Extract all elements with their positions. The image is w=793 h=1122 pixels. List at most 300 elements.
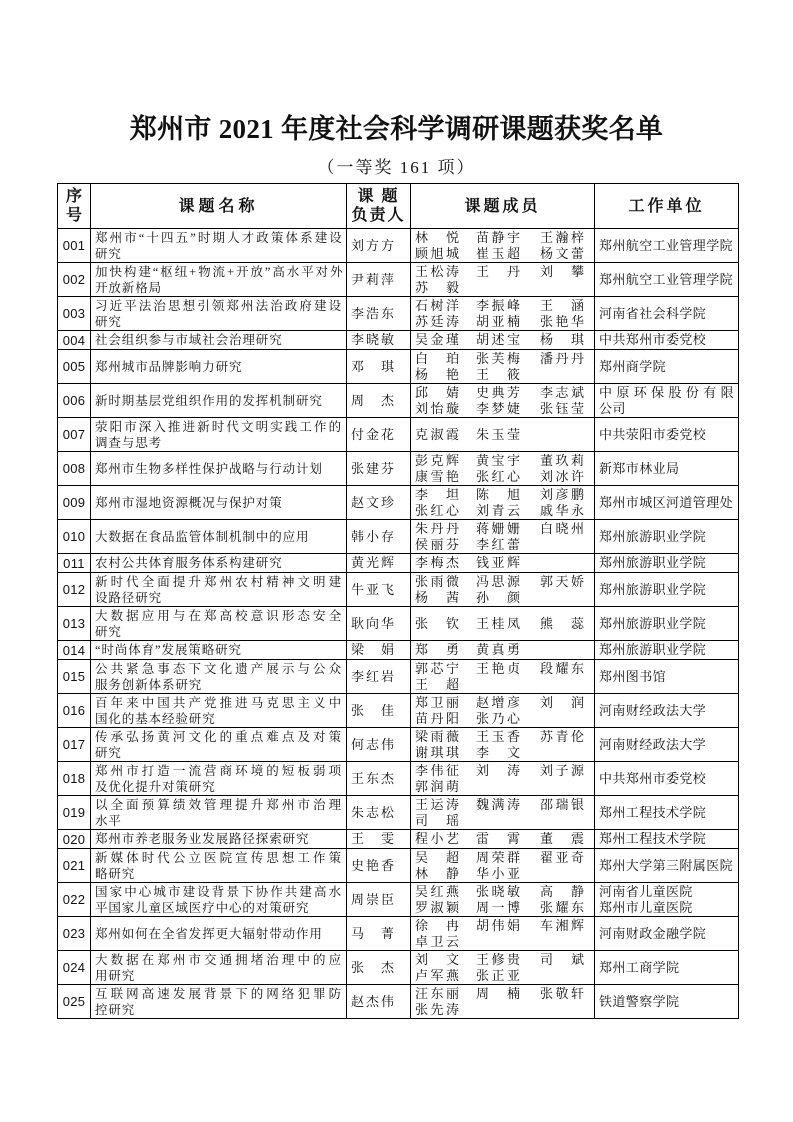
work-unit-cell bbox=[595, 796, 739, 830]
member-name: 李梅杰 bbox=[415, 555, 459, 570]
serial-number-cell: 021 bbox=[58, 849, 91, 883]
members-cell bbox=[411, 830, 595, 849]
member-name: 朱丹丹 bbox=[415, 520, 459, 536]
member-name: 李 文 bbox=[476, 744, 520, 760]
serial-number-cell: 019 bbox=[58, 796, 91, 830]
members-list bbox=[415, 642, 590, 658]
work-unit-cell bbox=[595, 883, 739, 917]
topic-name-line: 以全面预算绩效管理提升郑州市治理 bbox=[95, 797, 342, 812]
topic-name-line: 及优化提升对策研究 bbox=[95, 779, 216, 794]
table-row-005 bbox=[58, 350, 739, 384]
topic-name-cell bbox=[91, 331, 347, 350]
work-unit-cell bbox=[595, 384, 739, 418]
leader-name: 何志伟 bbox=[351, 736, 394, 752]
work-unit-cell bbox=[595, 418, 739, 452]
members-cell bbox=[411, 917, 595, 951]
member-name: 刘 文 bbox=[415, 951, 459, 967]
member-name: 王修贵 bbox=[476, 951, 520, 967]
member-name: 王松涛 bbox=[415, 263, 459, 279]
members-cell bbox=[411, 607, 595, 641]
topic-name-cell bbox=[91, 554, 347, 573]
member-name: 苗丹阳 bbox=[415, 710, 459, 726]
members-cell bbox=[411, 331, 595, 350]
serial-number-cell: 006 bbox=[58, 384, 91, 418]
member-name: 顾旭城 bbox=[415, 245, 459, 261]
members-list bbox=[415, 986, 590, 1018]
topic-name-cell bbox=[91, 762, 347, 796]
leader-cell bbox=[347, 830, 411, 849]
table-row-025 bbox=[58, 985, 739, 1019]
table-row-016 bbox=[58, 694, 739, 728]
member-name: 吴 超 bbox=[415, 849, 459, 865]
serial-number-cell: 009 bbox=[58, 486, 91, 520]
member-name: 张红心 bbox=[476, 468, 520, 484]
member-name: 赵增彦 bbox=[476, 694, 520, 710]
work-unit-cell bbox=[595, 331, 739, 350]
topic-name-cell bbox=[91, 830, 347, 849]
topic-name-line: 略研究 bbox=[95, 866, 136, 881]
members-list bbox=[415, 574, 590, 606]
leader-cell bbox=[347, 660, 411, 694]
leader-cell bbox=[347, 607, 411, 641]
serial-number-cell: 005 bbox=[58, 350, 91, 384]
topic-name-line: 百年来中国共产党推进马克思主义中 bbox=[95, 695, 342, 710]
leader-cell bbox=[347, 331, 411, 350]
topic-name-line: 加快构建“枢纽+物流+开放”高水平对外 bbox=[95, 264, 342, 279]
topic-name-line: 调查与思考 bbox=[95, 435, 163, 450]
members-cell bbox=[411, 573, 595, 607]
serial-number-cell: 013 bbox=[58, 607, 91, 641]
work-unit-line: 新郑市林业局 bbox=[599, 460, 680, 476]
topic-name-line: 传承弘扬黄河文化的重点难点及对策 bbox=[95, 729, 342, 744]
member-name: 朱玉莹 bbox=[476, 426, 520, 442]
header-serial-number-line: 序 bbox=[65, 188, 82, 205]
work-unit-line: 郑州旅游职业学院 bbox=[599, 555, 707, 570]
award-table bbox=[57, 183, 739, 1019]
topic-name-line: 新媒体时代公立医院宣传思想工作策 bbox=[95, 850, 342, 865]
work-unit-cell bbox=[595, 762, 739, 796]
member-name: 苏廷涛 bbox=[415, 313, 459, 329]
member-name: 孙 颜 bbox=[476, 589, 520, 605]
work-unit-line: 郑州工商学院 bbox=[599, 959, 680, 975]
members-list bbox=[415, 884, 590, 916]
serial-number-cell: 016 bbox=[58, 694, 91, 728]
award-level-subtitle: （一等奖 161 项） bbox=[317, 158, 476, 177]
leader-name: 李浩东 bbox=[351, 305, 394, 321]
members-list bbox=[415, 298, 590, 330]
work-unit-line: 河南财经政法大学 bbox=[599, 736, 707, 752]
member-name: 苏 毅 bbox=[415, 279, 459, 295]
members-cell bbox=[411, 452, 595, 486]
members-cell bbox=[411, 796, 595, 830]
leader-name: 黄光辉 bbox=[351, 555, 394, 570]
topic-name-line: 研究 bbox=[95, 314, 122, 329]
members-cell bbox=[411, 883, 595, 917]
member-name: 刘子源 bbox=[540, 762, 584, 778]
member-name: 苏青伦 bbox=[540, 728, 584, 744]
member-name: 吴金瑾 bbox=[415, 332, 459, 347]
work-unit-cell bbox=[595, 520, 739, 554]
member-name: 钱亚辉 bbox=[476, 555, 520, 570]
member-name: 王运涛 bbox=[415, 796, 459, 812]
members-cell bbox=[411, 486, 595, 520]
leader-name: 马 菁 bbox=[351, 925, 394, 941]
member-name: 司 斌 bbox=[540, 951, 584, 967]
table-row-001 bbox=[58, 229, 739, 263]
work-unit-cell bbox=[595, 728, 739, 762]
topic-name-line: 郑州城市品牌影响力研究 bbox=[95, 359, 243, 374]
topic-name-cell bbox=[91, 641, 347, 660]
table-row-009 bbox=[58, 486, 739, 520]
work-unit-line: 郑州航空工业管理学院 bbox=[599, 271, 734, 287]
work-unit-cell bbox=[595, 830, 739, 849]
members-cell bbox=[411, 762, 595, 796]
work-unit-line: 郑州工程技术学院 bbox=[599, 804, 707, 820]
header-topic-members: 课题成员 bbox=[411, 184, 595, 229]
header-topic-leader bbox=[347, 184, 411, 229]
header-row bbox=[58, 184, 739, 229]
member-name: 汪东丽 bbox=[415, 985, 459, 1001]
topic-name-cell bbox=[91, 418, 347, 452]
members-list bbox=[415, 521, 590, 553]
member-name: 史典芳 bbox=[476, 384, 520, 400]
topic-name-cell bbox=[91, 229, 347, 263]
table-row-012 bbox=[58, 573, 739, 607]
member-name: 郭芯宁 bbox=[415, 660, 459, 676]
table-row-022 bbox=[58, 883, 739, 917]
member-name: 段耀东 bbox=[540, 660, 584, 676]
leader-name: 付金花 bbox=[351, 426, 394, 442]
topic-name-line: 大数据应用与在郑高校意识形态安全 bbox=[95, 608, 342, 623]
member-name: 车湘辉 bbox=[540, 917, 584, 933]
member-name: 刘 涛 bbox=[476, 762, 520, 778]
members-cell bbox=[411, 297, 595, 331]
leader-cell bbox=[347, 951, 411, 985]
topic-name-line: 研究 bbox=[95, 624, 122, 639]
members-list bbox=[415, 729, 590, 761]
member-name: 王玉香 bbox=[476, 728, 520, 744]
member-name: 康雪艳 bbox=[415, 468, 459, 484]
work-unit-cell bbox=[595, 554, 739, 573]
leader-name: 赵文珍 bbox=[351, 494, 394, 510]
table-row-015 bbox=[58, 660, 739, 694]
serial-number-cell: 001 bbox=[58, 229, 91, 263]
serial-number-cell: 011 bbox=[58, 554, 91, 573]
member-name: 胡述宝 bbox=[476, 332, 520, 347]
members-cell bbox=[411, 263, 595, 297]
leader-cell bbox=[347, 418, 411, 452]
leader-name: 赵杰伟 bbox=[351, 993, 394, 1009]
topic-name-line: 郑州市“十四五”时期人才政策体系建设 bbox=[95, 230, 342, 245]
member-name: 崔玉超 bbox=[476, 245, 520, 261]
member-name: 李梦婕 bbox=[476, 400, 520, 416]
member-name: 周 楠 bbox=[476, 985, 520, 1001]
member-name: 张红心 bbox=[415, 502, 459, 518]
leader-name: 刘方方 bbox=[351, 237, 394, 253]
topic-name-cell bbox=[91, 384, 347, 418]
members-cell bbox=[411, 641, 595, 660]
leader-cell bbox=[347, 520, 411, 554]
members-list bbox=[415, 230, 590, 262]
topic-name-cell bbox=[91, 849, 347, 883]
topic-name-line: 公共紧急事态下文化遗产展示与公众 bbox=[95, 661, 342, 676]
member-name: 戚华永 bbox=[540, 502, 584, 518]
member-name: 刘怡璇 bbox=[415, 400, 459, 416]
leader-name: 张 佳 bbox=[351, 702, 394, 718]
member-name: 白 珀 bbox=[415, 350, 459, 366]
topic-name-line: 郑州市打造一流营商环境的短板弱项 bbox=[95, 763, 342, 778]
leader-name: 李晓敏 bbox=[351, 332, 394, 347]
work-unit-cell bbox=[595, 985, 739, 1019]
serial-number-cell: 017 bbox=[58, 728, 91, 762]
serial-number-cell: 024 bbox=[58, 951, 91, 985]
topic-name-cell bbox=[91, 607, 347, 641]
work-unit-cell bbox=[595, 350, 739, 384]
leader-name: 牛亚飞 bbox=[351, 581, 394, 597]
members-cell bbox=[411, 350, 595, 384]
leader-name: 周 杰 bbox=[351, 392, 394, 408]
table-row-013 bbox=[58, 607, 739, 641]
work-unit-cell bbox=[595, 849, 739, 883]
member-name: 华小亚 bbox=[476, 865, 520, 881]
leader-cell bbox=[347, 849, 411, 883]
topic-name-line: 开放新格局 bbox=[95, 280, 163, 295]
leader-cell bbox=[347, 694, 411, 728]
work-unit-line: 中共郑州市委党校 bbox=[599, 770, 707, 786]
leader-cell bbox=[347, 452, 411, 486]
leader-cell bbox=[347, 486, 411, 520]
member-name: 刘 润 bbox=[540, 694, 584, 710]
topic-name-cell bbox=[91, 486, 347, 520]
topic-name-cell bbox=[91, 297, 347, 331]
serial-number-cell: 007 bbox=[58, 418, 91, 452]
member-name: 邵瑞银 bbox=[540, 796, 584, 812]
table-row-010 bbox=[58, 520, 739, 554]
member-name: 董 震 bbox=[540, 831, 584, 846]
table-row-004 bbox=[58, 331, 739, 350]
topic-name-line: 互联网高速发展背景下的网络犯罪防 bbox=[95, 986, 342, 1001]
table-row-014 bbox=[58, 641, 739, 660]
member-name: 苗静宇 bbox=[476, 229, 520, 245]
work-unit-line: 郑州旅游职业学院 bbox=[599, 581, 707, 597]
members-list bbox=[415, 555, 590, 571]
header-serial-number-line: 号 bbox=[65, 207, 82, 224]
leader-cell bbox=[347, 641, 411, 660]
member-name: 冯思源 bbox=[476, 573, 520, 589]
leader-cell bbox=[347, 762, 411, 796]
topic-name-cell bbox=[91, 883, 347, 917]
work-unit-cell bbox=[595, 452, 739, 486]
work-unit-line: 郑州旅游职业学院 bbox=[599, 642, 707, 657]
table-row-011 bbox=[58, 554, 739, 573]
member-name: 蒋姗姗 bbox=[476, 520, 520, 536]
serial-number-cell: 018 bbox=[58, 762, 91, 796]
serial-number-cell: 023 bbox=[58, 917, 91, 951]
member-name: 郑卫丽 bbox=[415, 694, 459, 710]
member-name: 高 静 bbox=[540, 883, 584, 899]
topic-name-cell bbox=[91, 917, 347, 951]
topic-name-line: 服务创新体系研究 bbox=[95, 677, 203, 692]
leader-cell bbox=[347, 917, 411, 951]
member-name: 王 丹 bbox=[476, 263, 520, 279]
serial-number-cell: 020 bbox=[58, 830, 91, 849]
member-name: 陈 旭 bbox=[476, 486, 520, 502]
header-work-unit: 工作单位 bbox=[595, 184, 739, 229]
member-name: 魏满涛 bbox=[476, 796, 520, 812]
leader-cell bbox=[347, 985, 411, 1019]
member-name: 黄宝宇 bbox=[476, 452, 520, 468]
work-unit-cell bbox=[595, 607, 739, 641]
topic-name-line: 控研究 bbox=[95, 1002, 136, 1017]
table-row-017 bbox=[58, 728, 739, 762]
members-list bbox=[415, 918, 590, 950]
work-unit-line: 郑州市城区河道管理处 bbox=[599, 494, 734, 510]
members-list bbox=[415, 831, 590, 847]
member-name: 刘 攀 bbox=[540, 263, 584, 279]
members-list bbox=[415, 695, 590, 727]
member-name: 潘丹丹 bbox=[540, 350, 584, 366]
members-cell bbox=[411, 384, 595, 418]
member-name: 石树洋 bbox=[415, 297, 459, 313]
work-unit-line: 中原环保股份有限 bbox=[599, 384, 734, 400]
member-name: 张乃心 bbox=[476, 710, 520, 726]
leader-cell bbox=[347, 297, 411, 331]
members-list bbox=[415, 763, 590, 795]
leader-name: 王 雯 bbox=[351, 831, 394, 846]
member-name: 熊 蕊 bbox=[540, 615, 584, 631]
work-unit-line: 公司 bbox=[599, 400, 626, 416]
member-name: 杨 艳 bbox=[415, 366, 459, 382]
member-name: 李伟征 bbox=[415, 762, 459, 778]
member-name: 张钰莹 bbox=[540, 400, 584, 416]
member-name: 周一博 bbox=[476, 899, 520, 915]
member-name: 李振峰 bbox=[476, 297, 520, 313]
table-row-024 bbox=[58, 951, 739, 985]
work-unit-cell bbox=[595, 641, 739, 660]
work-unit-line: 郑州市儿童医院 bbox=[599, 899, 693, 915]
member-name: 郑 勇 bbox=[415, 642, 459, 657]
topic-name-line: 水平 bbox=[95, 813, 122, 828]
leader-name: 王东杰 bbox=[351, 770, 394, 786]
leader-name: 邓 琪 bbox=[351, 358, 394, 374]
member-name: 吴红燕 bbox=[415, 883, 459, 899]
work-unit-line: 中共荥阳市委党校 bbox=[599, 426, 707, 442]
serial-number-cell: 003 bbox=[58, 297, 91, 331]
member-name: 翟亚奇 bbox=[540, 849, 584, 865]
member-name: 司 瑶 bbox=[415, 812, 459, 828]
members-list bbox=[415, 661, 590, 693]
award-table-body bbox=[58, 229, 739, 1019]
member-name: 林 静 bbox=[415, 865, 459, 881]
work-unit-cell bbox=[595, 951, 739, 985]
member-name: 邱 婧 bbox=[415, 384, 459, 400]
work-unit-line: 郑州图书馆 bbox=[599, 668, 667, 684]
members-cell bbox=[411, 849, 595, 883]
topic-name-line: 平国家儿童区域医疗中心的对策研究 bbox=[95, 900, 310, 915]
member-name: 李志斌 bbox=[540, 384, 584, 400]
topic-name-cell bbox=[91, 796, 347, 830]
leader-cell bbox=[347, 229, 411, 263]
member-name: 张艳华 bbox=[540, 313, 584, 329]
table-row-008 bbox=[58, 452, 739, 486]
member-name: 黄真勇 bbox=[476, 642, 520, 657]
work-unit-cell bbox=[595, 486, 739, 520]
members-cell bbox=[411, 554, 595, 573]
member-name: 李 坦 bbox=[415, 486, 459, 502]
topic-name-line: 农村公共体育服务体系构建研究 bbox=[95, 556, 283, 570]
table-row-018 bbox=[58, 762, 739, 796]
work-unit-line: 河南财经政法大学 bbox=[599, 702, 707, 718]
member-name: 刘青云 bbox=[476, 502, 520, 518]
topic-name-line: 研究 bbox=[95, 745, 122, 760]
member-name: 罗淑颖 bbox=[415, 899, 459, 915]
member-name: 梁雨薇 bbox=[415, 728, 459, 744]
members-list bbox=[415, 453, 590, 485]
member-name: 程小艺 bbox=[415, 831, 459, 846]
topic-name-cell bbox=[91, 350, 347, 384]
member-name: 李红蕾 bbox=[476, 536, 520, 552]
member-name: 徐 冉 bbox=[415, 917, 459, 933]
topic-name-line: 设路径研究 bbox=[95, 590, 163, 605]
table-row-023 bbox=[58, 917, 739, 951]
work-unit-cell bbox=[595, 917, 739, 951]
serial-number-cell: 014 bbox=[58, 641, 91, 660]
leader-cell bbox=[347, 263, 411, 297]
topic-name-cell bbox=[91, 951, 347, 985]
work-unit-cell bbox=[595, 229, 739, 263]
members-cell bbox=[411, 728, 595, 762]
work-unit-line: 郑州大学第三附属医院 bbox=[599, 857, 734, 873]
topic-name-cell bbox=[91, 985, 347, 1019]
table-row-019 bbox=[58, 796, 739, 830]
leader-name: 耿向华 bbox=[351, 615, 394, 631]
members-cell bbox=[411, 229, 595, 263]
serial-number-cell: 022 bbox=[58, 883, 91, 917]
topic-name-line: 用研究 bbox=[95, 968, 136, 983]
member-name: 王瀚梓 bbox=[540, 229, 584, 245]
member-name: 张雨微 bbox=[415, 573, 459, 589]
member-name: 郭润萌 bbox=[415, 778, 459, 794]
topic-name-line: 大数据在郑州市交通拥堵治理中的应 bbox=[95, 952, 342, 967]
topic-name-line: 习近平法治思想引领郑州法治政府建设 bbox=[95, 298, 342, 313]
serial-number-cell: 010 bbox=[58, 520, 91, 554]
leader-cell bbox=[347, 796, 411, 830]
member-name: 郭天娇 bbox=[540, 573, 584, 589]
topic-name-cell bbox=[91, 694, 347, 728]
member-name: 克淑霞 bbox=[415, 426, 459, 442]
member-name: 白晓州 bbox=[540, 520, 584, 536]
header-topic-leader-line: 负责人 bbox=[351, 207, 406, 224]
member-name: 雷 霄 bbox=[476, 831, 520, 846]
work-unit-cell bbox=[595, 573, 739, 607]
leader-cell bbox=[347, 573, 411, 607]
member-name: 张先涛 bbox=[415, 1001, 459, 1017]
work-unit-line: 河南财政金融学院 bbox=[599, 925, 707, 941]
members-list bbox=[415, 332, 590, 348]
header-topic-leader-line: 课 题 bbox=[357, 188, 400, 205]
work-unit-line: 中共郑州市委党校 bbox=[599, 332, 707, 347]
member-name: 张耀东 bbox=[540, 899, 584, 915]
table-row-006 bbox=[58, 384, 739, 418]
work-unit-cell bbox=[595, 263, 739, 297]
member-name: 卓卫云 bbox=[415, 933, 459, 949]
topic-name-cell bbox=[91, 728, 347, 762]
member-name: 刘冰许 bbox=[540, 468, 584, 484]
members-list bbox=[415, 797, 590, 829]
leader-name: 史艳香 bbox=[351, 857, 394, 873]
member-name: 卢军燕 bbox=[415, 967, 459, 983]
topic-name-line: 国化的基本经验研究 bbox=[95, 711, 216, 726]
